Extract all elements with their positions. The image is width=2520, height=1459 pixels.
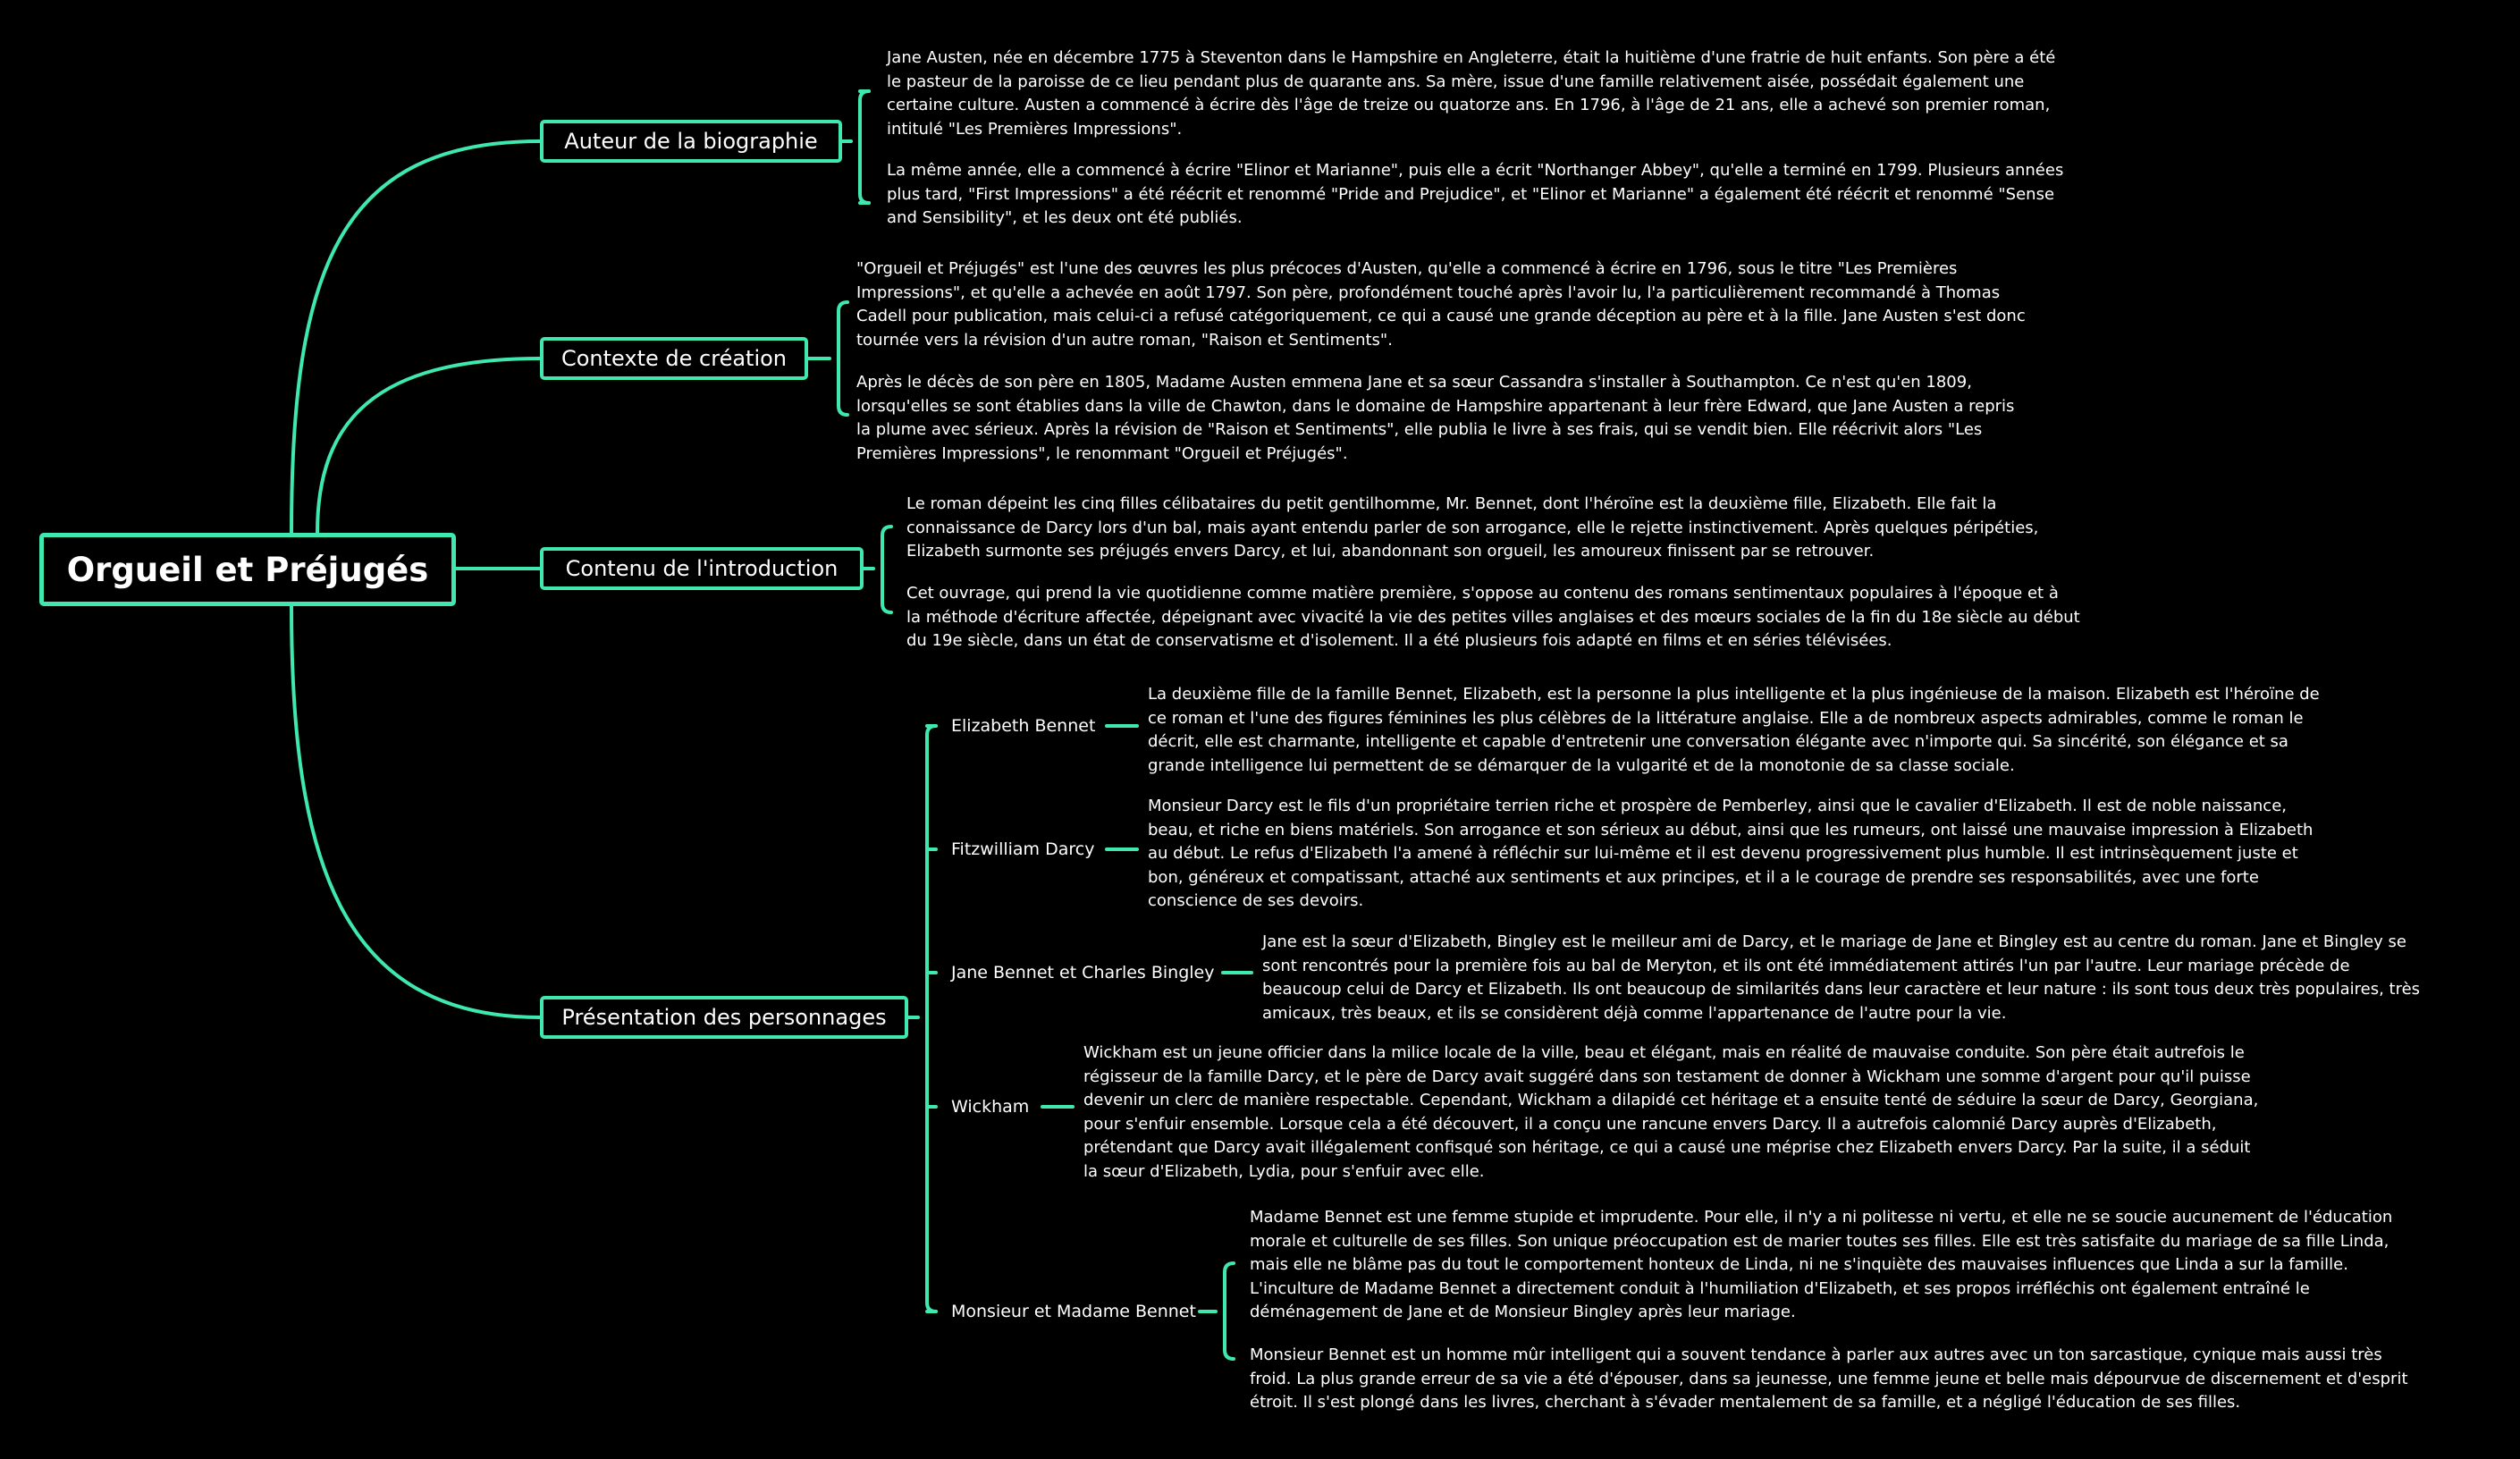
paragraph-line: Monsieur Darcy est le fils d'un propriétaire terrien riche et prospère de Pemberley, ainsi que le cavalier d'Elizabeth. Il est de noble naissance, xyxy=(1148,797,2287,815)
character-4-paragraph-0 xyxy=(1250,1206,2392,1325)
paragraph-line: le pasteur de la paroisse de ce lieu pendant plus de quarante ans. Sa mère, issue d'une famille relativement aisée, possédait également une xyxy=(887,72,2025,91)
characters-bracket xyxy=(927,726,936,1311)
paragraph-line: La même année, elle a commencé à écrire "Elinor et Marianne", puis elle a écrit "Northanger Abbey", qu'elle a terminé en 1799. Plusieurs années xyxy=(887,161,2064,180)
paragraph-line: L'inculture de Madame Bennet a directement conduit à l'humiliation d'Elizabeth, et ses propos irréfléchis ont également entraîné le xyxy=(1250,1278,2310,1298)
connector-root-context xyxy=(317,358,540,533)
paragraph-line: connaissance de Darcy lors d'un bal, mais ayant entendu parler de son arrogance, elle le rejette instinctivement. Après quelques péripéties, xyxy=(906,518,2039,537)
branch-1-paragraph-1 xyxy=(856,371,2014,466)
paragraph-line: froid. La plus grande erreur de sa vie a été d'épouser, dans sa jeunesse, une femme jeune et belle mais dépourvue de discernement et d'esprit xyxy=(1250,1369,2408,1388)
paragraph-line: Monsieur Bennet est un homme mûr intelligent qui a souvent tendance à parler aux autres avec un ton sarcastique, cynique mais aussi très xyxy=(1250,1345,2382,1364)
paragraph-line: certaine culture. Austen a commencé à écrire dès l'âge de treize ou quatorze ans. En 1796, à l'âge de 21 ans, elle a achevé son premier roman, xyxy=(887,96,2051,114)
paragraph-line: La deuxième fille de la famille Bennet, Elizabeth, est la personne la plus intelligente et la plus ingénieuse de la maison. Elizabeth est l'héroïne de xyxy=(1148,685,2320,704)
branch-2-paragraph-0 xyxy=(906,493,2038,564)
connector-root-characters xyxy=(291,606,540,1017)
character-name[interactable]: Monsieur et Madame Bennet xyxy=(951,1302,1196,1321)
paragraph-line: Madame Bennet est une femme stupide et imprudente. Pour elle, il n'y a ni politesse ni vertu, et elle ne se soucie aucunement de l'éducation xyxy=(1250,1208,2393,1227)
character-1-paragraph-0 xyxy=(1148,795,2313,914)
paragraph-line: devenir un clerc de manière respectable. Cependant, Wickham a dilapidé cet héritage et a ensuite tenté de séduire la sœur de Darcy, Georgiana, xyxy=(1083,1091,2259,1109)
branch-label: Auteur de la biographie xyxy=(564,129,818,154)
branch-content[interactable] xyxy=(540,547,864,590)
paragraph-line: plus tard, "First Impressions" a été réécrit et renommé "Pride and Prejudice", et "Elinor et Marianne" a également été réécrit et renommé "Sense xyxy=(887,184,2055,204)
paragraph-line: Jane est la sœur d'Elizabeth, Bingley est le meilleur ami de Darcy, et le mariage de Jane et Bingley est au centre du roman. Jane et Bingley se xyxy=(1262,932,2406,951)
character-4-paragraph-1 xyxy=(1250,1344,2408,1415)
paragraph-line: pour s'enfuir ensemble. Lorsque cela a été découvert, il a conçu une rancune envers Darcy. Il a autrefois calomnié Darcy auprès d'Elizabeth, xyxy=(1083,1114,2217,1134)
paragraph-line: Jane Austen, née en décembre 1775 à Steventon dans le Hampshire en Angleterre, était la huitième d'une fratrie de huit enfants. Son père a été xyxy=(887,48,2056,67)
paragraph-line: grande intelligence lui permettent de se démarquer de la vulgarité et de la monotonie de sa classe sociale. xyxy=(1148,755,2015,775)
paragraph-line: la sœur d'Elizabeth, Lydia, pour s'enfuir avec elle. xyxy=(1083,1161,1485,1181)
character-0-paragraph-0 xyxy=(1148,683,2320,778)
paragraph-line: Le roman dépeint les cinq filles célibataires du petit gentilhomme, Mr. Bennet, dont l'héroïne est la deuxième fille, Elizabeth. Elle fait la xyxy=(906,494,1997,513)
paragraph-line: conscience de ses devoirs. xyxy=(1148,891,1364,910)
paragraph-line: décrit, elle est charmante, intelligente et capable d'entretenir une conversation élégante avec n'importe qui. Sa sincérité, son élégance et sa xyxy=(1148,732,2288,751)
paragraph-line: morale et culturelle de ses filles. Son unique préoccupation est de marier toutes ses filles. Elle est très satisfaite du mariage de sa fille Linda, xyxy=(1250,1231,2389,1251)
paragraph-line: étroit. Il s'est plongé dans les livres, cherchant à s'évader mentalement de sa famille, et a négligé l'éducation de ses filles. xyxy=(1250,1393,2241,1412)
paragraph-line: Premières Impressions", le renommant "Orgueil et Préjugés". xyxy=(856,443,1348,463)
paragraph-line: la méthode d'écriture affectée, dépeignant avec vivacité la vie des petites villes anglaises et des mœurs sociales de la fin du 18e siècle au début xyxy=(906,607,2080,627)
paragraph-line: tournée vers la révision d'un autre roman, "Raison et Sentiments". xyxy=(856,330,1393,350)
paragraph-line: régisseur de la famille Darcy, et le père de Darcy avait suggéré dans son testament de donner à Wickham une somme d'argent pour qu'il puisse xyxy=(1083,1067,2251,1086)
paragraph-line: Elizabeth surmonte ses préjugés envers Darcy, et lui, abandonnant son orgueil, les amoureux finissent par se retrouver. xyxy=(906,542,1875,561)
branch-1-paragraph-0 xyxy=(856,257,2026,352)
branch-label: Présentation des personnages xyxy=(561,1005,887,1030)
branch-context[interactable] xyxy=(540,337,808,380)
root-node[interactable] xyxy=(39,533,456,606)
content-bracket xyxy=(882,527,891,612)
paragraph-line: beau, et riche en biens matériels. Son arrogance et son sérieux au début, ainsi que les rumeurs, ont laissé une mauvaise impression à Elizabeth xyxy=(1148,820,2314,839)
branch-author[interactable] xyxy=(540,120,842,163)
character-name[interactable]: Jane Bennet et Charles Bingley xyxy=(951,963,1215,983)
character-name[interactable]: Elizabeth Bennet xyxy=(951,716,1096,736)
paragraph-line: and Sensibility", et les deux ont été publiés. xyxy=(887,208,1243,227)
paragraph-line: déménagement de Jane et de Monsieur Bingley après leur mariage. xyxy=(1250,1303,1796,1321)
paragraph-line: Cet ouvrage, qui prend la vie quotidienne comme matière première, s'oppose au contenu des romans sentimentaux populaires à l'époque et à xyxy=(906,584,2059,603)
paragraph-line: la plume avec sérieux. Après la révision de "Raison et Sentiments", elle publia le livre à ses frais, qui se vendit bien. Elle réécrivit alors "Les xyxy=(856,420,1983,439)
paragraph-line: prétendant que Darcy avait illégalement confisqué son héritage, ce qui a causé une méprise chez Elizabeth envers Darcy. Par la suite, il a séduit xyxy=(1083,1138,2251,1157)
branch-label: Contexte de création xyxy=(560,346,788,371)
author-bracket xyxy=(860,91,869,203)
connector-root-author xyxy=(291,141,540,533)
paragraph-line: Impressions", et qu'elle a achevée en août 1797. Son père, profondément touché après l'avoir lu, l'a particulièrement recommandé à Thomas xyxy=(856,283,2001,302)
paragraph-line: beaucoup celui de Darcy et Elizabeth. Ils ont beaucoup de similarités dans leur caractère et leur nature : ils sont tous deux très populaires, très xyxy=(1262,980,2421,999)
paragraph-line: amicaux, très beaux, et ils se considèrent déjà comme l'appartenance de l'autre pour la vie. xyxy=(1262,1003,2007,1023)
character-name[interactable]: Fitzwilliam Darcy xyxy=(951,839,1095,859)
paragraph-line: "Orgueil et Préjugés" est l'une des œuvres les plus précoces d'Austen, qu'elle a commencé à écrire en 1796, sous le titre "Les Premières xyxy=(856,259,1958,278)
context-bracket xyxy=(839,302,847,415)
branch-2-paragraph-1 xyxy=(906,582,2080,654)
paragraph-line: sont rencontrés pour la première fois au bal de Meryton, et ils ont été immédiatement attirés l'un par l'autre. Leur mariage précède de xyxy=(1262,956,2350,975)
character-name[interactable]: Wickham xyxy=(951,1097,1030,1117)
paragraph-line: Wickham est un jeune officier dans la milice locale de la ville, beau et élégant, mais en réalité de mauvaise conduite. Son père était autrefois le xyxy=(1083,1043,2245,1062)
paragraph-line: du 19e siècle, dans un état de conservatisme et d'isolement. Il a été plusieurs fois adapté en films et en séries télévisées. xyxy=(906,631,1892,650)
paragraph-line: lorsqu'elles se sont établies dans la ville de Chawton, dans le domaine de Hampshire appartenant à leur frère Edward, que Jane Austen a repris xyxy=(856,396,2015,416)
paragraph-line: Après le décès de son père en 1805, Madame Austen emmena Jane et sa sœur Cassandra s'installer à Southampton. Ce n'est qu'en 1809, xyxy=(856,373,1972,392)
paragraph-line: Cadell pour publication, mais celui-ci a refusé catégoriquement, ce qui a causé une grande déception au père et à la fille. Jane Austen s'est donc xyxy=(856,307,2026,325)
branch-label: Contenu de l'introduction xyxy=(565,556,839,581)
bennet-bracket xyxy=(1225,1263,1234,1359)
character-3-paragraph-0 xyxy=(1083,1042,2258,1184)
paragraph-line: au début. Le refus d'Elizabeth l'a amené à réfléchir sur lui-même et il est devenu progressivement plus humble. Il est intrinsèquement juste et xyxy=(1148,844,2298,863)
branch-0-paragraph-1 xyxy=(887,159,2063,231)
branch-0-paragraph-0 xyxy=(887,46,2055,141)
paragraph-line: ce roman et l'une des figures féminines les plus célèbres de la littérature anglaise. Elle a de nombreux aspects admirables, comme le roman le xyxy=(1148,708,2304,728)
root-title: Orgueil et Préjugés xyxy=(66,550,429,589)
paragraph-line: intitulé "Les Premières Impressions". xyxy=(887,119,1183,139)
paragraph-line: bon, généreux et compatissant, attaché aux sentiments et aux principes, et il a le courage de prendre ses responsabilités, avec une forte xyxy=(1148,867,2259,887)
branch-characters[interactable] xyxy=(540,996,908,1039)
character-2-paragraph-0 xyxy=(1262,931,2420,1025)
paragraph-line: mais elle ne blâme pas du tout le comportement honteux de Linda, ni ne s'inquiète des mauvaises influences que Linda a sur la famille. xyxy=(1250,1255,2348,1274)
